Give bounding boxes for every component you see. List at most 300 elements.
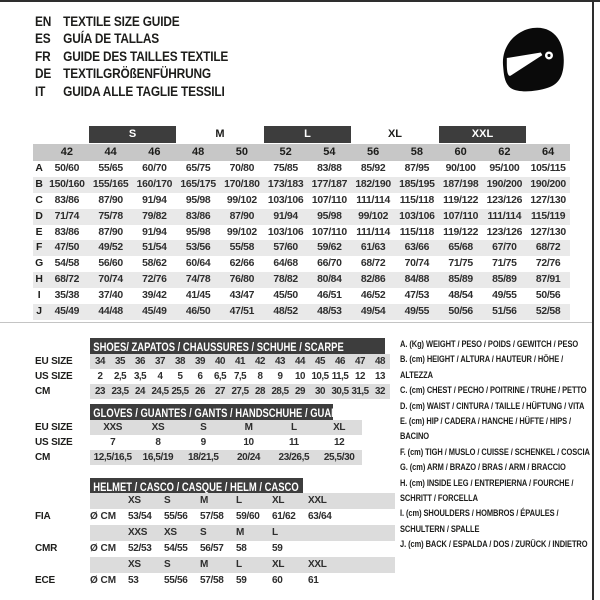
table-row-label: CMR [35, 543, 58, 554]
measurement-value: 83/86 [54, 226, 80, 238]
size-row-spacer [33, 144, 45, 161]
measurement-row-label: I [37, 290, 41, 302]
measurement-value: 76/80 [229, 274, 255, 286]
measurement-value: 127/130 [530, 194, 566, 206]
language-row [35, 48, 228, 65]
measurement-value: 190/200 [530, 178, 566, 190]
table-row [35, 435, 362, 450]
measurement-row [33, 193, 570, 209]
table-cell: 16,5/19 [142, 451, 174, 463]
measurement-value: 54/58 [54, 258, 80, 270]
measurement-value: 35/38 [54, 290, 80, 302]
table-cell: 23/26,5 [278, 451, 310, 463]
measurement-row [33, 272, 570, 288]
measurement-row [33, 161, 570, 177]
legend-item: J. (cm) BACK / ESPALDA / DOS / ZURÜCK / INDIETRO [400, 539, 588, 551]
table-cell: XS [164, 527, 177, 538]
language-code: FR [35, 48, 51, 64]
table-cell: XL [272, 559, 285, 570]
table-row-band [90, 573, 395, 589]
table-cell: 26 [195, 385, 205, 397]
table-cell: 45 [315, 355, 325, 367]
measurement-value: 115/118 [399, 194, 435, 206]
table-row-label: EU SIZE [35, 421, 73, 433]
table-cell: 30,5 [331, 385, 349, 397]
table-row-label: EU SIZE [35, 355, 73, 367]
measurement-value: 68/72 [535, 242, 561, 254]
table-row-band [90, 509, 395, 525]
measurement-legend [400, 337, 593, 553]
measurement-row-label: G [35, 258, 43, 270]
table-row-label: ECE [35, 575, 55, 586]
measurement-value: 50/56 [535, 290, 561, 302]
measurement-value: 119/122 [443, 194, 479, 206]
table-cell: XXL [308, 559, 327, 570]
table-row-band [90, 525, 395, 541]
measurement-value: 99/102 [226, 194, 257, 206]
measurement-value: 87/90 [229, 210, 255, 222]
measurement-value: 87/90 [98, 226, 123, 238]
measurement-value: 119/122 [443, 226, 479, 238]
language-title: TEXTILE SIZE GUIDE [63, 14, 180, 29]
table-row-label: US SIZE [35, 436, 73, 448]
measurement-value: 123/126 [486, 226, 523, 238]
measurement-row-label: D [35, 210, 43, 222]
measurement-value: 83/86 [185, 210, 211, 222]
unit-cell [90, 493, 128, 509]
table-cell: M [236, 527, 245, 538]
measurement-value: 87/91 [535, 274, 561, 286]
table-cell: 12 [355, 370, 365, 382]
table-cell: 25,5/30 [323, 451, 355, 463]
measurement-value: 50/60 [54, 163, 80, 174]
measurement-value: 47/53 [404, 290, 430, 302]
language-code: ES [35, 31, 51, 47]
table-cell: 2 [97, 370, 103, 382]
table-row-label: CM [35, 451, 51, 463]
unit-cell: Ø CM [90, 575, 117, 586]
size-group-l: L [264, 126, 352, 143]
measurement-value: 58/62 [142, 258, 167, 270]
legend-item: F. (cm) TIGH / MUSLO / CUISSE / SCHENKEL / COSCIA [400, 446, 590, 458]
table-row [35, 541, 395, 557]
language-row [35, 30, 228, 47]
table-cell: 61/62 [272, 511, 296, 522]
table-row-band [90, 435, 362, 450]
table-cell: L [236, 559, 242, 570]
legend-item: E. (cm) HIP / CADERA / HANCHE / HÜFTE / HIPS / BACINO [400, 416, 572, 443]
table-cell: XXS [128, 527, 148, 538]
table-cell: 3,5 [133, 370, 147, 382]
measurement-value: 48/54 [448, 290, 473, 302]
table-cell: 55/56 [164, 511, 188, 522]
measurement-value: 99/102 [358, 210, 389, 222]
table-cell: S [164, 495, 171, 506]
language-title: TEXTILGRÖßENFÜHRUNG [63, 66, 211, 82]
table-cell: 59/60 [236, 511, 260, 522]
table-cell: 43 [275, 355, 285, 367]
measurement-row [33, 177, 570, 193]
measurement-value: 78/82 [273, 274, 298, 286]
size-label: 52 [279, 146, 292, 158]
measurement-value: 105/115 [530, 163, 566, 174]
table-row [35, 493, 395, 509]
table-cell: 5 [177, 370, 183, 382]
table-cell: 2,5 [113, 370, 127, 382]
measurement-value: 165/175 [180, 178, 216, 190]
measurement-value: 115/118 [399, 226, 435, 238]
legend-item: A. (Kg) WEIGHT / PESO / POIDS / GEWITCH / PESO [400, 339, 579, 350]
measurement-value: 49/55 [492, 290, 517, 302]
table-cell: 20/24 [237, 451, 261, 463]
table-cell: S [200, 421, 207, 433]
measurement-value: 50/56 [448, 306, 473, 318]
size-header-row [33, 144, 570, 161]
table-row-label: CM [35, 385, 51, 397]
measurement-value: 65/75 [185, 163, 211, 174]
measurement-value: 83/86 [54, 194, 80, 206]
table-cell: 41 [235, 355, 245, 367]
table-cell: 12 [333, 436, 345, 448]
size-group-m: M [215, 128, 225, 140]
measurement-value: 115/119 [530, 210, 566, 222]
unit-cell [90, 525, 128, 541]
measurement-value: 55/58 [229, 242, 255, 254]
table-cell [308, 525, 344, 541]
measurement-value: 62/66 [229, 258, 255, 270]
shoes-table-title-bar [90, 338, 385, 354]
measurement-value: 107/110 [311, 194, 347, 206]
measurement-value: 82/86 [360, 274, 386, 286]
measurement-value: 160/170 [136, 178, 173, 190]
table-row-label: US SIZE [35, 370, 73, 382]
table-cell: 39 [195, 355, 205, 367]
measurement-value: 111/114 [356, 194, 390, 206]
table-cell: 12,5/16,5 [93, 451, 132, 463]
measurement-value: 37/40 [98, 290, 123, 302]
table-cell: XS [128, 559, 141, 570]
table-cell: 9 [277, 370, 283, 382]
language-row [35, 65, 228, 82]
table-row-label: FIA [35, 511, 51, 522]
measurement-value: 52/58 [535, 306, 561, 318]
measurement-row-label: H [35, 274, 43, 286]
measurement-value: 68/72 [360, 258, 386, 270]
measurement-value: 55/65 [98, 163, 123, 174]
table-row-label [35, 493, 90, 509]
language-title: GUIDA ALLE TAGLIE TESSILI [63, 83, 225, 99]
helmet-table-title-bar [90, 478, 303, 494]
table-row-band [90, 384, 390, 399]
table-cell: L [272, 527, 278, 538]
table-cell: L [290, 421, 297, 433]
measurement-value: 70/74 [98, 274, 123, 286]
table-cell: 24,5 [151, 385, 169, 397]
size-label: 50 [235, 146, 248, 158]
measurement-value: 72/76 [535, 258, 561, 270]
measurement-value: 53/56 [185, 242, 211, 254]
table-cell: 57/58 [200, 575, 224, 586]
table-cell: 8 [257, 370, 263, 382]
measurement-value: 91/94 [142, 194, 167, 206]
table-cell: M [244, 421, 253, 433]
measurement-value: 182/190 [355, 178, 391, 190]
table-row-band [90, 450, 362, 465]
measurement-value: 103/106 [267, 194, 304, 206]
table-cell: 29 [295, 385, 305, 397]
measurement-value: 70/74 [404, 258, 430, 270]
unit-cell [90, 557, 128, 573]
measurement-value: 63/66 [404, 242, 430, 254]
table-row [35, 420, 362, 435]
measurement-value: 85/92 [360, 163, 386, 174]
measurement-value: 39/42 [142, 290, 167, 302]
measurement-value: 87/95 [404, 163, 430, 174]
measurement-value: 95/98 [185, 226, 211, 238]
unit-cell: Ø CM [90, 543, 117, 554]
size-label: 54 [323, 146, 336, 158]
table-cell: 63/64 [308, 511, 332, 522]
table-cell: 59 [272, 543, 283, 554]
measurement-value: 57/60 [273, 242, 298, 254]
table-cell: 30 [315, 385, 325, 397]
table-cell: 6,5 [213, 370, 227, 382]
measurement-value: 107/110 [311, 226, 347, 238]
table-cell: 56/57 [200, 543, 224, 554]
table-cell: 25,5 [171, 385, 189, 397]
top-border [0, 0, 600, 2]
measurement-value: 75/78 [98, 210, 123, 222]
table-cell: 55/56 [164, 575, 188, 586]
measurement-row-label: E [35, 226, 43, 238]
measurement-value: 170/180 [224, 178, 260, 190]
table-row-band [90, 369, 390, 384]
table-cell: 40 [215, 355, 225, 367]
table-cell: 44 [295, 355, 305, 367]
measurement-value: 59/62 [317, 242, 342, 254]
measurement-value: 95/98 [317, 210, 342, 222]
measurement-value: 48/52 [273, 306, 298, 318]
measurement-value: 91/94 [273, 210, 298, 222]
gloves-table [35, 420, 362, 465]
measurement-value: 45/50 [273, 290, 298, 302]
textile-size-table-body [33, 161, 570, 320]
measurement-value: 79/82 [142, 210, 167, 222]
table-cell: 27,5 [231, 385, 249, 397]
table-cell: 46 [335, 355, 345, 367]
table-cell: XXL [308, 495, 327, 506]
measurement-row [33, 240, 570, 256]
table-cell: 38 [175, 355, 185, 367]
measurement-row-label: J [36, 306, 42, 318]
measurement-value: 67/70 [492, 242, 517, 254]
measurement-value: 44/48 [98, 306, 123, 318]
table-row-label [35, 525, 90, 541]
legend-item: C. (cm) CHEST / PECHO / POITRINE / TRUHE / PETTO [400, 385, 587, 397]
legend-item: H. (cm) INSIDE LEG / ENTREPIERNA / FOURCHE / SCHRITT / FORCELLA [400, 477, 574, 505]
table-cell: S [200, 527, 207, 538]
table-cell: 54/55 [164, 543, 188, 554]
language-title: GUIDE DES TAILLES TEXTILE [63, 48, 229, 64]
table-cell: 11 [288, 436, 299, 448]
table-cell: 52/53 [128, 543, 152, 554]
measurement-value: 45/49 [142, 306, 167, 318]
language-row [35, 83, 228, 100]
table-cell: 8 [155, 436, 161, 448]
helmet-icon [492, 16, 566, 106]
table-row-band [90, 557, 395, 573]
table-cell: 32 [375, 385, 385, 397]
table-row [35, 354, 390, 369]
measurement-value: 111/114 [356, 226, 390, 238]
table-row-band [90, 420, 362, 435]
measurement-value: 71/75 [492, 258, 517, 270]
measurement-value: 99/102 [226, 226, 257, 238]
table-cell: 23 [95, 385, 105, 397]
measurement-value: 127/130 [530, 226, 566, 238]
measurement-value: 71/74 [54, 210, 80, 222]
size-label: 48 [192, 146, 205, 158]
measurement-value: 71/75 [448, 258, 473, 270]
measurement-value: 49/52 [98, 242, 123, 254]
measurement-row-label: C [35, 194, 43, 206]
measurement-value: 91/94 [142, 226, 167, 238]
language-code: EN [35, 14, 52, 29]
table-row [35, 369, 390, 384]
measurement-value: 185/195 [399, 178, 435, 190]
measurement-value: 107/110 [443, 210, 479, 222]
measurement-value: 80/84 [317, 274, 342, 286]
table-cell: 57/58 [200, 511, 224, 522]
table-row [35, 557, 395, 573]
gloves-table-title: GLOVES / GUANTES / GANTS / HANDSCHUHE / GUANTI [93, 408, 347, 420]
measurement-value: 51/54 [142, 242, 167, 254]
table-row [35, 450, 362, 465]
language-title: GUÍA DE TALLAS [63, 31, 160, 47]
measurement-value: 95/98 [185, 194, 211, 206]
measurement-value: 65/68 [448, 242, 473, 254]
measurement-value: 70/80 [229, 163, 255, 174]
table-cell: 37 [155, 355, 165, 367]
size-label: 42 [60, 146, 73, 158]
helmet-table [35, 493, 395, 589]
measurement-value: 87/90 [98, 194, 123, 206]
table-cell: 27 [215, 385, 225, 397]
table-cell: S [164, 559, 171, 570]
table-row [35, 525, 395, 541]
measurement-value: 49/55 [404, 306, 430, 318]
table-row [35, 573, 395, 589]
measurement-value: 155/165 [92, 178, 129, 190]
table-cell: 61 [308, 575, 319, 586]
legend-item: B. (cm) HEIGHT / ALTURA / HAUTEUR / HÖHE / ALTEZZA [400, 354, 564, 381]
measurement-value: 56/60 [98, 258, 123, 270]
table-cell: XS [128, 495, 141, 506]
measurement-value: 60/70 [142, 163, 167, 174]
table-cell: 60 [272, 575, 283, 586]
measurement-value: 45/49 [54, 306, 80, 318]
size-label: 60 [454, 146, 467, 158]
measurement-row-label: A [35, 163, 43, 174]
size-label: 46 [148, 146, 161, 158]
legend-item: G. (cm) ARM / BRAZO / BRAS / ARM / BRACCIO [400, 462, 566, 474]
language-header [35, 13, 228, 100]
measurement-value: 84/88 [404, 274, 430, 286]
table-cell: 13 [375, 370, 385, 382]
measurement-value: 103/106 [399, 210, 435, 222]
table-cell [308, 541, 344, 557]
measurement-value: 74/78 [185, 274, 211, 286]
measurement-value: 75/85 [273, 163, 298, 174]
shoes-table [35, 354, 390, 400]
table-cell: 36 [135, 355, 145, 367]
table-cell: 11,5 [331, 370, 349, 382]
table-cell: XL [272, 495, 285, 506]
table-cell: XXS [103, 421, 123, 433]
table-cell: 48 [375, 355, 385, 367]
measurement-value: 150/160 [49, 178, 85, 190]
measurement-value: 64/68 [273, 258, 298, 270]
measurement-value: 95/100 [489, 163, 520, 174]
measurement-value: 49/54 [360, 306, 386, 318]
language-code: DE [35, 66, 52, 82]
measurement-row [33, 256, 570, 272]
legend-item: I. (cm) SHOULDERS / HOMBROS / ÉPAULES / SCHULTERN / SPALLE [400, 508, 559, 535]
shoes-table-title: SHOES/ ZAPATOS / CHAUSSURES / SCHUHE / SCARPE [93, 342, 344, 354]
table-cell: 58 [236, 543, 247, 554]
measurement-row [33, 225, 570, 241]
measurement-value: 173/183 [267, 178, 304, 190]
size-group-xl: XL [387, 128, 403, 140]
table-cell: 59 [236, 575, 247, 586]
measurement-value: 85/89 [448, 274, 473, 286]
measurement-value: 61/63 [360, 242, 386, 254]
legend-item: D. (cm) WAIST / CINTURA / TAILLE / HÜFTUNG / VITA [400, 400, 585, 412]
table-cell: XS [151, 421, 165, 433]
size-label: 62 [498, 146, 511, 158]
measurement-value: 90/100 [445, 163, 476, 174]
measurement-value: 72/76 [142, 274, 167, 286]
textile-size-table [33, 126, 570, 320]
measurement-value: 111/114 [487, 210, 522, 222]
table-cell: 47 [355, 355, 365, 367]
table-cell: 24 [135, 385, 145, 397]
measurement-value: 43/47 [229, 290, 255, 302]
table-row [35, 384, 390, 399]
measurement-value: 66/70 [317, 258, 342, 270]
measurement-value: 177/187 [311, 178, 348, 190]
measurement-value: 41/45 [185, 290, 211, 302]
table-cell: L [236, 495, 242, 506]
table-cell: 6 [197, 370, 203, 382]
size-group-row [33, 126, 570, 143]
measurement-value: 46/52 [360, 290, 386, 302]
table-row-band [90, 354, 390, 369]
measurement-row [33, 304, 570, 320]
measurement-row [33, 288, 570, 304]
measurement-value: 103/106 [267, 226, 304, 238]
table-cell: 53 [128, 575, 139, 586]
table-cell: 35 [115, 355, 125, 367]
measurement-value: 85/89 [492, 274, 517, 286]
size-label: 56 [367, 146, 380, 158]
measurement-value: 68/72 [54, 274, 80, 286]
size-label: 44 [104, 146, 117, 158]
size-label: 58 [410, 146, 423, 158]
measurement-value: 123/126 [486, 194, 523, 206]
table-cell: 31,5 [351, 385, 369, 397]
measurement-value: 48/53 [317, 306, 342, 318]
